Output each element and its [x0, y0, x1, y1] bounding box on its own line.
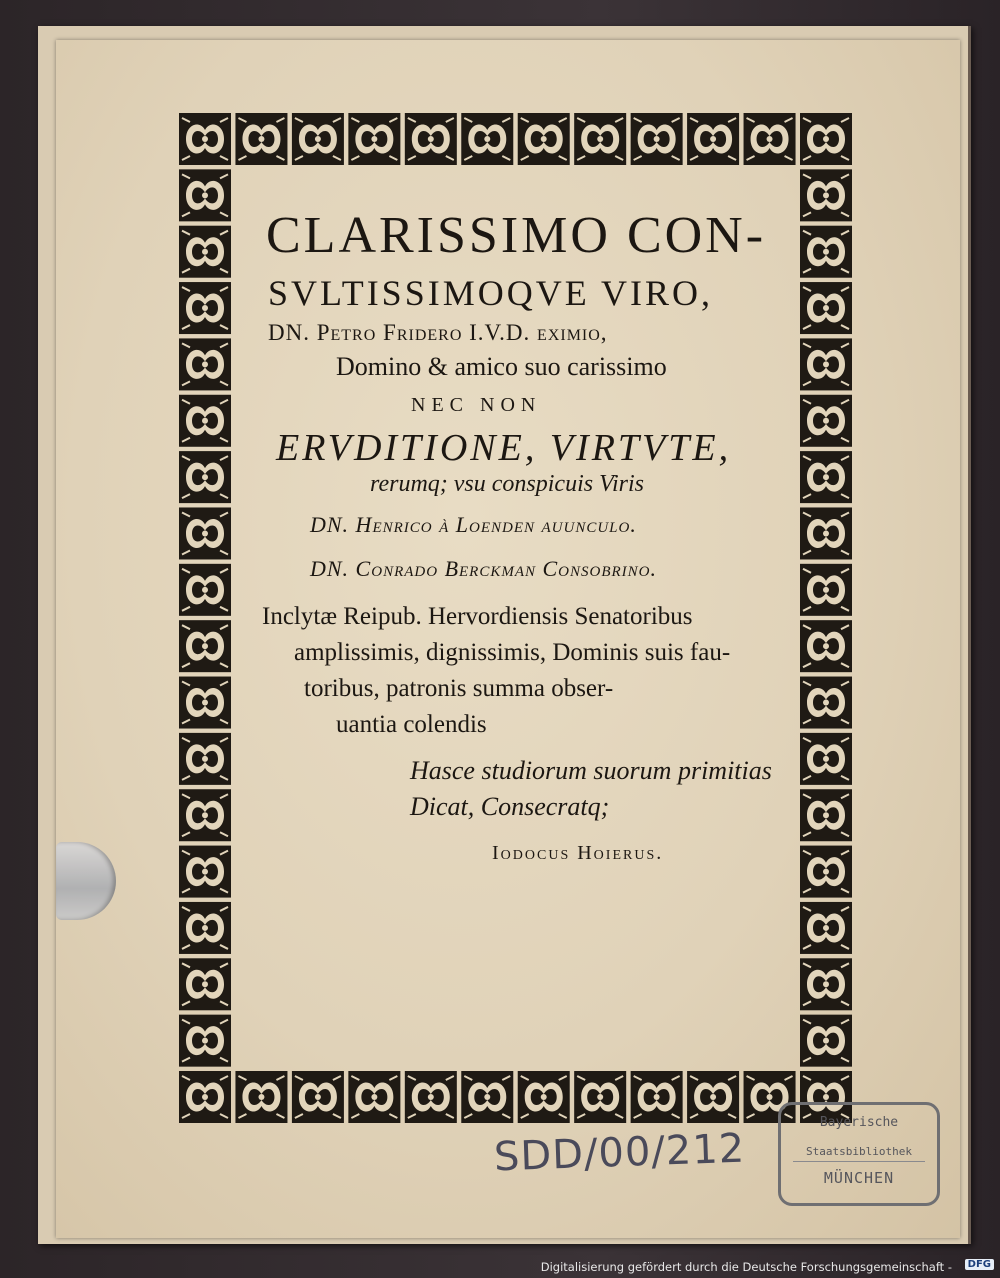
border-ornament: [800, 789, 852, 841]
virtue-line: ERVDITIONE, VIRTVTE,: [276, 427, 732, 469]
conspicuous-line: rerumq; vsu conspicuis Viris: [370, 471, 644, 497]
henrico-line: DN. Henrico à Loenden auunculo.: [310, 512, 637, 537]
border-ornament: [179, 564, 231, 616]
dedication-line-2: Dicat, Consecratq;: [410, 792, 610, 821]
border-ornament: [235, 1071, 287, 1123]
border-ornament: [405, 1071, 457, 1123]
border-ornament: [631, 1071, 683, 1123]
border-ornament: [348, 113, 400, 165]
dedicatee-line: DN. Petro Fridero I.V.D. eximio,: [268, 320, 608, 345]
border-ornament: [179, 226, 231, 278]
border-ornament: [179, 113, 231, 165]
senate-line-4: uantia colendis: [336, 711, 487, 738]
author-name: Iodocus Hoierus.: [492, 842, 664, 864]
border-ornament: [800, 677, 852, 729]
border-ornament: [179, 338, 231, 390]
border-ornament: [744, 113, 796, 165]
border-ornament: [800, 1015, 852, 1067]
senate-line-2: amplissimis, dignissimis, Dominis suis fau-: [294, 639, 731, 666]
border-ornament: [405, 113, 457, 165]
border-ornament: [179, 169, 231, 221]
border-ornament: [518, 1071, 570, 1123]
border-ornament: [800, 451, 852, 503]
border-ornament: [179, 620, 231, 672]
nec-non-line: NEC NON: [411, 394, 542, 416]
stamp-line-1: Bayerische: [819, 1115, 899, 1130]
footer-bar: [0, 1256, 1000, 1278]
border-ornament: [461, 1071, 513, 1123]
border-ornament: [179, 789, 231, 841]
border-ornament: [800, 507, 852, 559]
border-ornament: [800, 733, 852, 785]
border-ornament: [687, 1071, 739, 1123]
senate-line-1: Inclytæ Reipub. Hervordiensis Senatoribus: [262, 603, 693, 630]
border-ornament: [179, 958, 231, 1010]
library-stamp: [778, 1102, 940, 1206]
border-ornament: [179, 282, 231, 334]
border-ornament: [179, 507, 231, 559]
border-ornament: [800, 338, 852, 390]
border-ornament: [461, 113, 513, 165]
border-ornament: [518, 113, 570, 165]
border-ornament: [574, 113, 626, 165]
border-ornament: [348, 1071, 400, 1123]
border-ornament: [179, 451, 231, 503]
border-ornament: [800, 113, 852, 165]
dedication-line-1: Hasce studiorum suorum primitias: [410, 756, 772, 785]
border-ornament: [687, 113, 739, 165]
border-ornament: [800, 282, 852, 334]
border-ornament: [800, 902, 852, 954]
border-ornament: [179, 733, 231, 785]
border-ornament: [292, 113, 344, 165]
border-ornament: [292, 1071, 344, 1123]
border-ornament: [179, 395, 231, 447]
border-ornament: [179, 1015, 231, 1067]
border-ornament: [179, 1071, 231, 1123]
conrado-line: DN. Conrado Berckman Consobrino.: [310, 556, 658, 581]
title-line-1: CLARISSIMO CON-: [266, 207, 767, 264]
border-ornament: [179, 846, 231, 898]
border-ornament: [800, 564, 852, 616]
border-ornament: [179, 677, 231, 729]
stamp-divider: [793, 1161, 925, 1162]
title-line-2: SVLTISSIMOQVE VIRO,: [268, 273, 714, 313]
stamp-line-3: MÜNCHEN: [823, 1169, 895, 1187]
border-ornament: [800, 226, 852, 278]
border-ornament: [574, 1071, 626, 1123]
handwritten-shelfmark: SDD/00/212: [493, 1125, 746, 1181]
border-ornament: [800, 846, 852, 898]
stamp-line-2: Staatsbibliothek: [806, 1145, 912, 1158]
border-ornament: [800, 620, 852, 672]
funding-credit: Digitalisierung gefördert durch die Deutsche Forschungsgemeinschaft -: [540, 1260, 952, 1274]
border-ornament: [800, 395, 852, 447]
border-ornament: [800, 169, 852, 221]
border-ornament: [235, 113, 287, 165]
dfg-logo: DFG: [965, 1259, 994, 1270]
border-ornament: [800, 958, 852, 1010]
dedicatee-relation-line: Domino & amico suo carissimo: [336, 352, 667, 381]
border-ornament: [631, 113, 683, 165]
senate-line-3: toribus, patronis summa obser-: [304, 675, 614, 702]
border-ornament: [179, 902, 231, 954]
